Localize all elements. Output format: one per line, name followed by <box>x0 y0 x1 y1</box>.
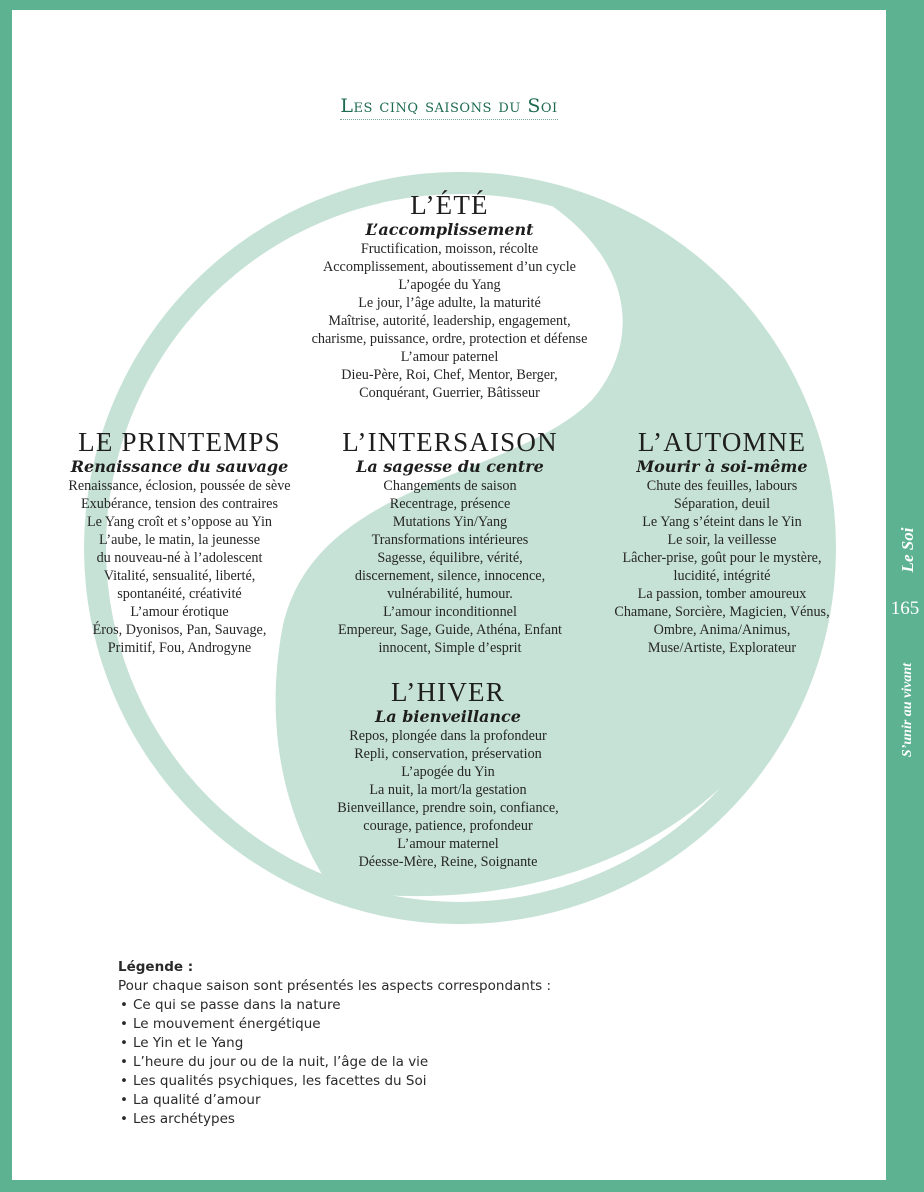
season-intersaison-line: Mutations Yin/Yang <box>392 514 508 530</box>
season-automne-line: Lâcher-prise, goût pour le mystère, <box>622 550 822 566</box>
season-hiver-line: Repli, conservation, préservation <box>354 746 542 762</box>
season-ete-line: Dieu-Père, Roi, Chef, Mentor, Berger, <box>341 367 558 383</box>
season-hiver-line: courage, patience, profondeur <box>363 818 533 834</box>
season-automne-line: Le soir, la veillesse <box>667 532 777 548</box>
season-intersaison-line: innocent, Simple d’esprit <box>378 640 522 656</box>
season-hiver-line: Bienveillance, prendre soin, confiance, <box>337 800 559 816</box>
season-hiver <box>302 677 594 871</box>
season-hiver-line: L’amour maternel <box>397 836 499 852</box>
season-ete-line: L’amour paternel <box>400 349 499 365</box>
season-automne-line: Muse/Artiste, Explorateur <box>647 640 797 656</box>
season-intersaison-name: L’INTERSAISON <box>342 427 558 457</box>
season-intersaison <box>310 427 590 657</box>
season-printemps-line: Renaissance, éclosion, poussée de sève <box>68 478 291 494</box>
side-section-title: S’unir au vivant <box>900 662 915 758</box>
page-title-text: Les cinq saisons du Soi <box>340 95 557 120</box>
season-ete-line: Maîtrise, autorité, leadership, engagement, <box>328 313 571 329</box>
season-printemps-line: Vitalité, sensualité, liberté, <box>103 568 256 584</box>
season-printemps-line: Primitif, Fou, Androgyne <box>107 640 252 656</box>
season-ete-line: Conquérant, Guerrier, Bâtisseur <box>359 385 540 401</box>
season-intersaison-line: discernement, silence, innocence, <box>354 568 546 584</box>
season-automne-line: La passion, tomber amoureux <box>637 586 807 602</box>
season-ete-lines <box>252 240 647 402</box>
season-intersaison-line: vulnérabilité, humour. <box>387 586 513 602</box>
season-hiver-line: La nuit, la mort/la gestation <box>369 782 527 798</box>
season-automne-name: L’AUTOMNE <box>637 427 807 457</box>
season-hiver-line: Repos, plongée dans la profondeur <box>349 728 547 744</box>
legend-title: Légende : <box>118 959 194 975</box>
season-intersaison-line: L’amour inconditionnel <box>383 604 517 620</box>
season-intersaison-lines <box>310 477 590 657</box>
legend-item: • La qualité d’amour <box>118 1091 551 1110</box>
season-automne-subtitle: Mourir à soi-même <box>636 457 808 476</box>
season-intersaison-line: Sagesse, équilibre, vérité, <box>377 550 523 566</box>
season-printemps-line: L’amour érotique <box>130 604 229 620</box>
legend-item: • Ce qui se passe dans la nature <box>118 996 551 1015</box>
season-printemps-line: spontanéité, créativité <box>117 586 242 602</box>
legend <box>118 958 551 1129</box>
season-ete-subtitle: L’accomplissement <box>365 220 534 239</box>
legend-item: • L’heure du jour ou de la nuit, l’âge de la vie <box>118 1053 551 1072</box>
season-printemps-line: Éros, Dyonisos, Pan, Sauvage, <box>92 622 267 638</box>
season-ete-name: L’ÉTÉ <box>410 190 489 220</box>
season-automne-line: Chute des feuilles, labours <box>646 478 798 494</box>
page <box>12 10 886 1180</box>
season-automne-line: Le Yang s’éteint dans le Yin <box>642 514 802 530</box>
side-chapter-title: Le Soi <box>898 527 917 573</box>
season-printemps-line: L’aube, le matin, la jeunesse <box>98 532 260 548</box>
season-printemps-subtitle: Renaissance du sauvage <box>70 457 289 476</box>
season-automne <box>587 427 857 657</box>
season-printemps-line: Le Yang croît et s’oppose au Yin <box>86 514 273 530</box>
season-intersaison-subtitle: La sagesse du centre <box>356 457 544 476</box>
season-ete-line: L’apogée du Yang <box>398 277 501 293</box>
season-printemps-line: du nouveau-né à l’adolescent <box>96 550 263 566</box>
season-ete <box>252 190 647 402</box>
legend-item: • Le mouvement énergétique <box>118 1015 551 1034</box>
season-intersaison-line: Recentrage, présence <box>389 496 511 512</box>
season-printemps-line: Exubérance, tension des contraires <box>81 496 278 512</box>
legend-item: • Les archétypes <box>118 1110 551 1129</box>
season-hiver-name: L’HIVER <box>391 677 505 707</box>
season-ete-line: Fructification, moisson, récolte <box>360 241 539 257</box>
season-printemps-lines <box>42 477 317 657</box>
season-intersaison-line: Changements de saison <box>383 478 517 494</box>
season-automne-line: Chamane, Sorcière, Magicien, Vénus, <box>614 604 830 620</box>
season-hiver-lines <box>302 727 594 871</box>
season-automne-lines <box>587 477 857 657</box>
season-intersaison-line: Transformations intérieures <box>371 532 529 548</box>
season-ete-line: charisme, puissance, ordre, protection et défense <box>311 331 588 347</box>
season-automne-line: lucidité, intégrité <box>673 568 771 584</box>
season-ete-line: Accomplissement, aboutissement d’un cycle <box>323 259 576 275</box>
season-printemps-name: LE PRINTEMPS <box>78 427 281 457</box>
season-intersaison-line: Empereur, Sage, Guide, Athéna, Enfant <box>338 622 562 638</box>
season-hiver-subtitle: La bienveillance <box>375 707 521 726</box>
season-printemps <box>42 427 317 657</box>
season-automne-line: Ombre, Anima/Animus, <box>653 622 791 638</box>
season-hiver-line: L’apogée du Yin <box>401 764 495 780</box>
page-title <box>12 95 886 117</box>
page-number: 165 <box>890 598 920 619</box>
legend-item: • Le Yin et le Yang <box>118 1034 551 1053</box>
legend-intro: Pour chaque saison sont présentés les aspects correspondants : <box>118 978 552 994</box>
season-hiver-line: Déesse-Mère, Reine, Soignante <box>358 854 538 870</box>
season-automne-line: Séparation, deuil <box>673 496 771 512</box>
legend-item: • Les qualités psychiques, les facettes du Soi <box>118 1072 551 1091</box>
season-ete-line: Le jour, l’âge adulte, la maturité <box>358 295 541 311</box>
